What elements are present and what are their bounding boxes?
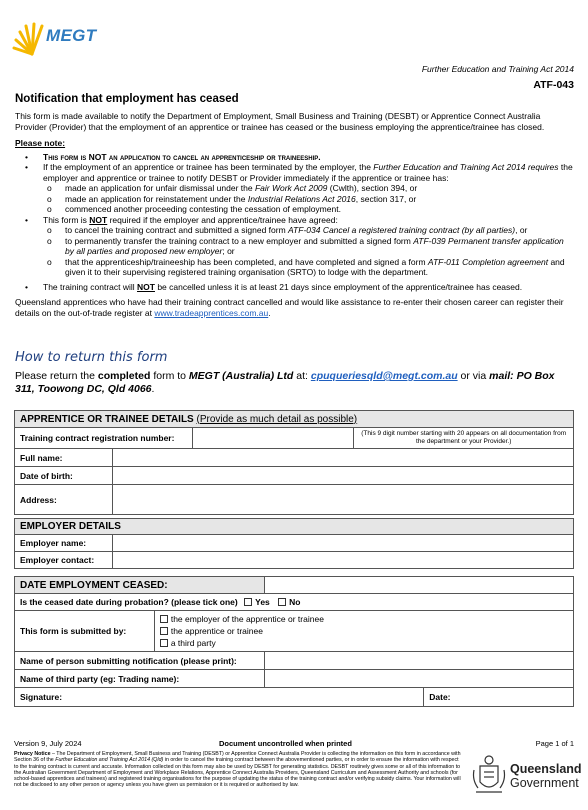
probation-yes-checkbox[interactable]: [244, 598, 252, 606]
notes-list: [25, 152, 573, 293]
list-item: • The training contract will NOT be cancelled unless it is at least 21 days since employment of the apprentice/trainee has ceased.: [25, 281, 523, 292]
date-field[interactable]: Date:: [424, 688, 574, 707]
return-instructions: Please return the completed form to MEGT (Australia) Ltd at: cpuqueriesqld@megt.com.au or via mail: PO Box 311, Toowong DC, Qld 4066.: [15, 370, 555, 395]
how-to-return-heading: How to return this form: [15, 350, 168, 365]
page-title: Notification that employment has ceased: [15, 93, 239, 105]
queensland-crest-icon: [470, 752, 508, 798]
list-item: o to cancel the training contract and submitted a signed form ATF-034 Cancel a registered training contract (by all parties), or: [47, 225, 528, 235]
employer-name-field[interactable]: [112, 535, 573, 552]
third-party-checkbox[interactable]: [160, 639, 168, 647]
apprentice-section-header: APPRENTICE OR TRAINEE DETAILS (Provide as much detail as possible): [15, 411, 574, 428]
privacy-notice: Privacy Notice – The Department of Employment, Small Business and Training (DESBT) or Apprentice Connect Australia Provider is collecting the information on this form in accordance with Section 36 of the Further Education and Training Act 2014 (Qld) in order to cancel the training contract between the abovementioned parties, or in order to ensure the information with respect to the training contract is current and accurate. Information collected on this form may also be used by DESBT for generating statistics. DESBT routinely gives some or all of this information to the Australian Government Department of Employment and Workplace Relations, Apprentice Connect Australia Providers, Queensland Curriculum and Assessment Authority and schools (for school-based apprentices and trainees) and registered training organisations for the purpose of updating the status of the training contract and/or verifying subsidy claims. Your information will not be disclosed to any other person or agency unless you have given us permission or it is required or authorised by law.: [14, 751, 461, 789]
apprentice-details-table: [14, 410, 574, 515]
date-ceased-field[interactable]: [264, 577, 573, 594]
list-item: o commenced another proceeding contesting the cessation of employment.: [47, 204, 341, 214]
form-code: ATF-043: [533, 79, 574, 91]
list-item: • This form is NOT required if the employer and apprentice/trainee have agreed: o to cancel the training contract and submitted a signed form ATF-034 Cancel a registered training contract (by all parties), or o to permanently transfer the training contract to a new employer and submitted a signed form ATF-039 Permanent transfer application by all parties and proposed new employer; or o that the apprenticeship/traineeship has been completed, and have completed and signed a form ATF-011 Completion agreement and given it to their supervising registered training organisation (SRTO) to lodge with the department.: [25, 215, 573, 278]
submitted-by-label: This form is submitted by:: [15, 611, 155, 652]
contract-number-hint: (This 9 digit number starting with 20 appears on all documentation from the department or your Provider.): [354, 428, 574, 449]
page-number: Page 1 of 1: [535, 739, 574, 748]
please-note-heading: Please note:: [15, 138, 66, 148]
intro-text: This form is made available to notify the Department of Employment, Small Business and Training (DESBT) or Apprentice Connect Australia Provider (Provider) that the employment of an apprentice or trainee has ceased or the business employing the apprentice/trainee has closed.: [15, 111, 545, 132]
trade-apprentices-link[interactable]: www.tradeapprentices.com.au: [154, 307, 269, 318]
list-item: • If the employment of an apprentice or trainee has been terminated by the employer, the Further Education and Training Act 2014 requires the employer and apprentice or trainee to notify DESBT or Provider immediately if the apprentice or trainee has: o made an application for unfair dismissal under the Fair Work Act 2009 (Cwlth), section 394, or o made an application for reinstatement under the Industrial Relations Act 2016, section 317, or o commenced another proceeding contesting the cessation of employment.: [25, 162, 573, 214]
employer-contact-field[interactable]: [112, 552, 573, 569]
employer-name-label: Employer name:: [15, 535, 113, 552]
third-party-name-label: Name of third party (eg: Trading name):: [15, 670, 265, 688]
dob-label: Date of birth:: [15, 467, 113, 485]
signature-field[interactable]: Signature:: [15, 688, 424, 707]
employment-ceased-table: [14, 576, 574, 707]
employer-checkbox[interactable]: [160, 615, 168, 623]
full-name-field[interactable]: [112, 449, 573, 467]
submitter-name-label: Name of person submitting notification (please print):: [15, 652, 265, 670]
list-item: o that the apprenticeship/traineeship has been completed, and have completed and signed a form ATF-011 Completion agreement and given it to their supervising registered training organisation (SRTO) to lodge with the department.: [47, 256, 565, 277]
megt-logo: [12, 10, 132, 58]
address-field[interactable]: [112, 485, 573, 515]
list-item: o made an application for reinstatement under the Industrial Relations Act 2016, section 317, or: [47, 193, 417, 204]
act-name: Further Education and Training Act 2014: [421, 64, 574, 74]
third-party-name-field[interactable]: [264, 670, 573, 688]
queensland-government-logo: [470, 752, 580, 802]
email-link[interactable]: cpuqueriesqld@megt.com.au: [310, 370, 458, 382]
submitter-name-field[interactable]: [264, 652, 573, 670]
intro-section: [15, 111, 573, 324]
full-name-label: Full name:: [15, 449, 113, 467]
employer-details-table: [14, 518, 574, 569]
probation-question: Is the ceased date during probation? (please tick one) Yes No: [15, 594, 574, 611]
dob-field[interactable]: [112, 467, 573, 485]
date-ceased-label: DATE EMPLOYMENT CEASED:: [15, 577, 265, 594]
submitted-by-options: the employer of the apprentice or trainee the apprentice or trainee a third party: [154, 611, 573, 652]
out-of-trade-note: Queensland apprentices who have had their training contract cancelled and would like assistance to re-enter their chosen career can register their details on the out-of-trade register at www.tradeapprentices.com.au.: [15, 297, 564, 318]
logo-text: MEGT: [46, 26, 97, 45]
list-item: o to permanently transfer the training contract to a new employer and submitted a signed form ATF-039 Permanent transfer application by all parties and proposed new employer; or: [47, 235, 564, 256]
version-text: Version 9, July 2024: [14, 739, 82, 748]
list-item: • This form is NOT an application to cancel an apprenticeship or traineeship.: [25, 151, 321, 162]
address-label: Address:: [15, 485, 113, 515]
contract-number-label: Training contract registration number:: [15, 428, 193, 449]
probation-no-checkbox[interactable]: [278, 598, 286, 606]
apprentice-checkbox[interactable]: [160, 627, 168, 635]
queensland-government-text: Queensland Government: [510, 762, 582, 790]
employer-section-header: EMPLOYER DETAILS: [15, 519, 574, 535]
employer-contact-label: Employer contact:: [15, 552, 113, 569]
list-item: o made an application for unfair dismissal under the Fair Work Act 2009 (Cwlth), section 394, or: [47, 183, 418, 193]
uncontrolled-text: Document uncontrolled when printed: [219, 739, 352, 748]
contract-number-field[interactable]: [192, 428, 354, 449]
